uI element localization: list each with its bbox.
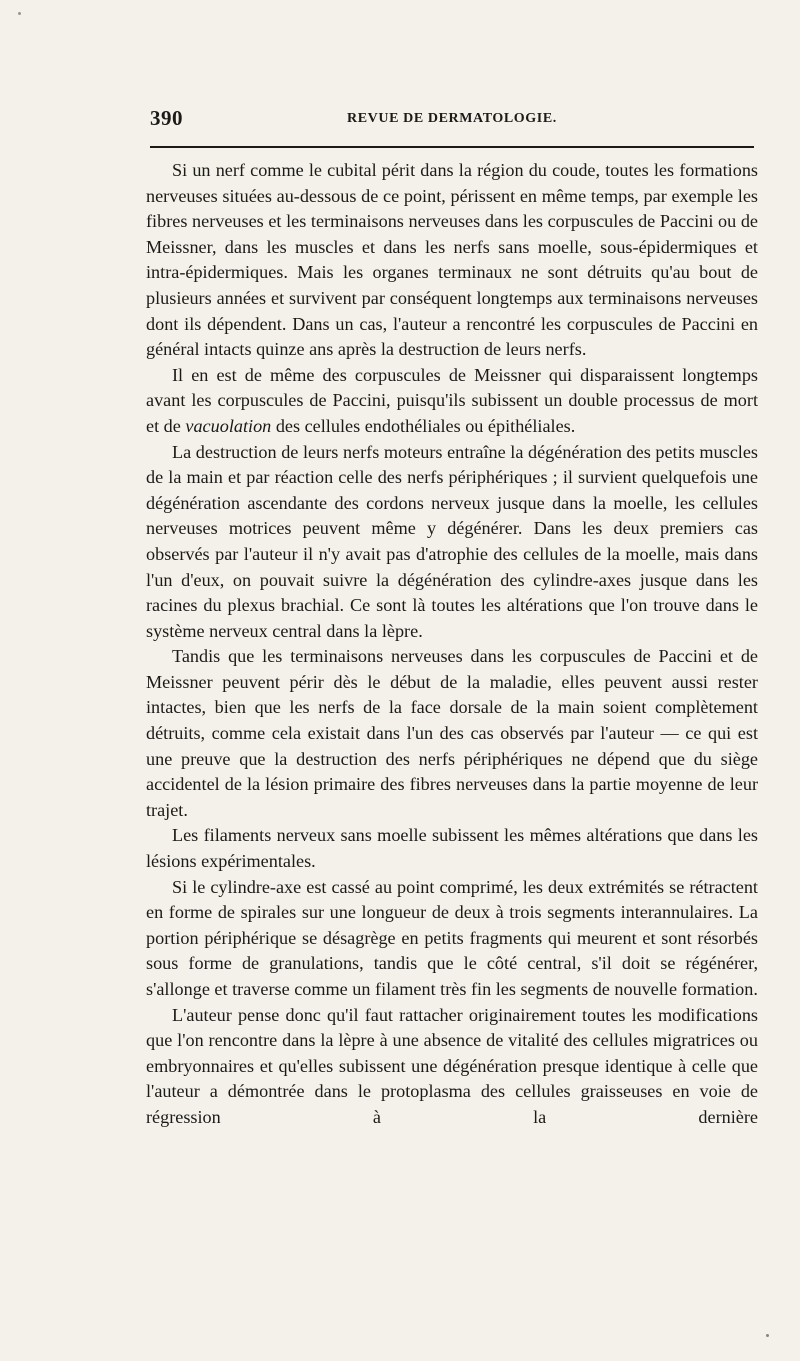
paper-speck xyxy=(766,1334,769,1337)
paragraph-2-text-end: des cellules endothéliales ou épithéliales. xyxy=(271,415,576,436)
journal-title: REVUE DE DERMATOLOGIE. xyxy=(347,111,557,126)
header-rule xyxy=(150,146,754,148)
emphasis-vacuolation: vacuolation xyxy=(185,415,272,436)
page-number: 390 xyxy=(150,106,183,130)
paragraph-6: Si le cylindre-axe est cassé au point comprimé, les deux extrémités se rétractent en forme de spirales sur une longueur de deux à trois segments interannulaires. La portion périphérique se désagrège en petits fragments qui meurent et sont résorbés sous forme de granulations, tandis que le côté central, s'il doit se régénérer, s'allonge et traverse comme un filament très fin les segments de nouvelle formation. xyxy=(146,876,758,999)
paragraph-1: Si un nerf comme le cubital périt dans la région du coude, toutes les formations nerveuses situées au-dessous de ce point, périssent en même temps, par exemple les fibres nerveuses et les terminaisons nerveuses dans les corpuscules de Paccini ou de Meissner, dans les muscles et dans les nerfs sans moelle, sous-épidermiques et intra-épidermiques. Mais les organes terminaux ne sont détruits qu'au bout de plusieurs années et survivent par conséquent longtemps aux terminaisons nerveuses dont ils dépendent. Dans un cas, l'auteur a rencontré les corpuscules de Paccini en général intacts quinze ans après la destruction de leurs nerfs. xyxy=(146,160,758,360)
paragraph-2-text-start: Il en est de même des corpuscules de Meissner qui disparaissent longtemps avant les corpuscules de Paccini, puisqu'ils subissent un double processus de mort et de xyxy=(146,364,758,436)
paragraph-4: Tandis que les terminaisons nerveuses dans les corpuscules de Paccini et de Meissner peuvent périr dès le début de la maladie, elles peuvent aussi rester intactes, bien que les nerfs de la face dorsale de la main soient complètement détruits, comme cela existait dans l'un des cas observés par l'auteur — ce qui est une preuve que la destruction des nerfs périphériques ne dépend que du siège accidentel de la lésion primaire des fibres nerveuses dans la partie moyenne de leur trajet. xyxy=(146,646,758,820)
body-text xyxy=(146,158,758,1131)
paper-speck xyxy=(18,12,21,15)
paragraph-2 xyxy=(146,363,758,440)
running-head xyxy=(150,106,755,136)
paragraph-5: Les filaments nerveux sans moelle subissent les mêmes altérations que dans les lésions expérimentales. xyxy=(146,825,758,872)
paragraph-3: La destruction de leurs nerfs moteurs entraîne la dégénération des petits muscles de la main et par réaction celle des nerfs périphériques ; il survient quelquefois une dégénération ascendante des cordons nerveux jusque dans la moelle, les cellules nerveuses motrices peuvent même y dégénérer. Dans les deux premiers cas observés par l'auteur il n'y avait pas d'atrophie des cellules de la moelle, mais dans l'un d'eux, on pouvait suivre la dégénération des cylindre-axes jusque dans les racines du plexus brachial. Ce sont là toutes les altérations que l'on trouve dans le système nerveux central dans la lèpre. xyxy=(146,441,758,641)
paragraph-7: L'auteur pense donc qu'il faut rattacher originairement toutes les modifications que l'on rencontre dans la lèpre à une absence de vitalité des cellules migratrices ou embryonnaires et qu'elles subissent une dégénération presque identique à celle que l'auteur a démontrée dans le protoplasma des cellules graisseuses en voie de régression à la dernière xyxy=(146,1004,758,1127)
